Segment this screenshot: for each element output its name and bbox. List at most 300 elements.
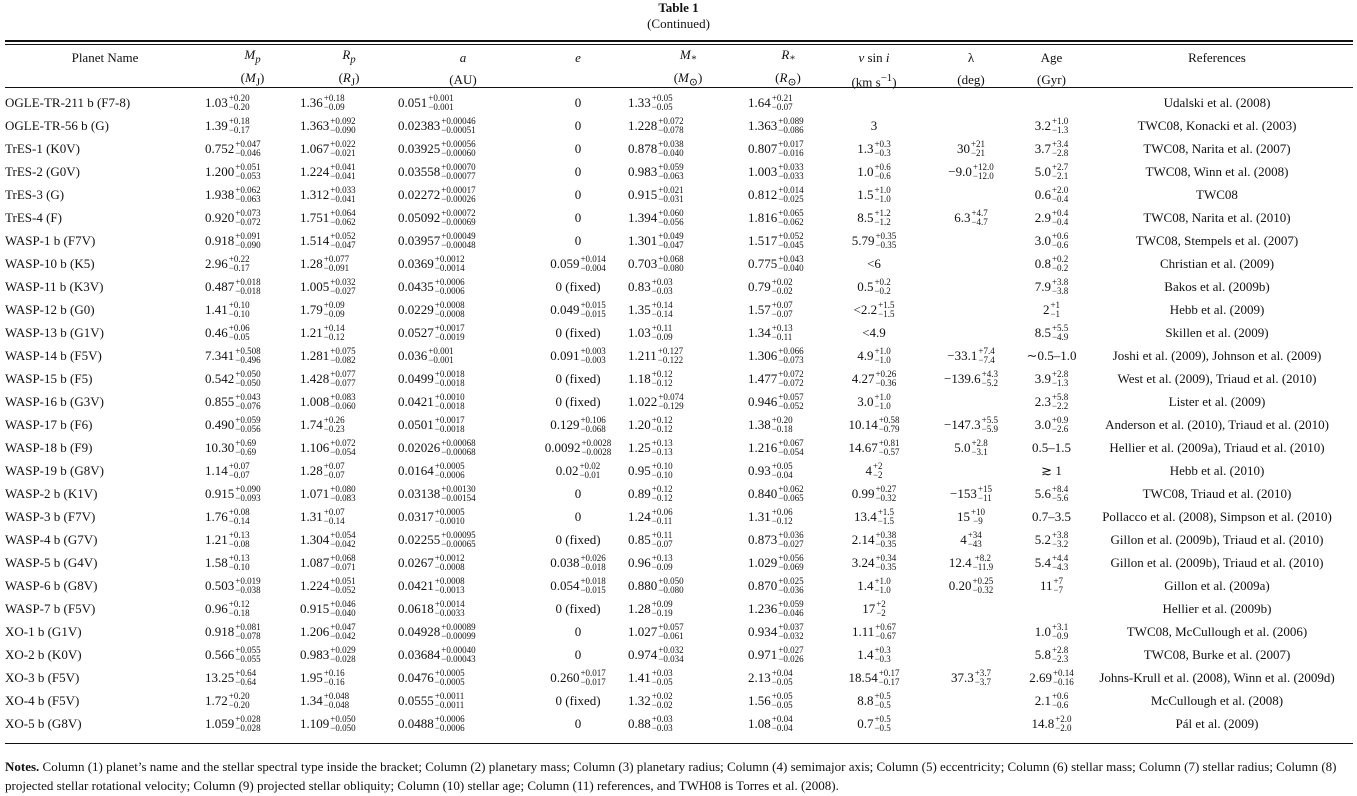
reference-cell: TWC08, Winn et al. (2008) <box>1145 163 1289 179</box>
v-cell <box>828 712 920 735</box>
ms-value: 1.20 <box>628 416 651 432</box>
l-value: −33.1 <box>947 347 978 363</box>
l-error <box>972 577 993 595</box>
v-cell <box>828 229 920 252</box>
rp-error-plus: +0.048 <box>323 690 350 701</box>
reference-cell: West et al. (2009), Triaud et al. (2010) <box>1117 370 1317 386</box>
v-error-plus: +0.5 <box>874 713 891 724</box>
col-header-vsini: v sin i <box>858 49 890 65</box>
table-row <box>5 275 1353 298</box>
age-value: 7.9 <box>1034 278 1051 294</box>
age-error-plus: +1 <box>1050 299 1061 310</box>
l-cell <box>920 114 1022 137</box>
rs-error-plus: +0.057 <box>778 391 804 402</box>
age-error <box>1052 255 1068 273</box>
l-error-plus: +8.2 <box>974 552 992 563</box>
ms-error <box>652 324 673 342</box>
mp-error-plus: +0.12 <box>228 598 250 609</box>
a-error <box>441 485 475 503</box>
v-error <box>879 669 900 687</box>
reference-cell: Joshi et al. (2009), Johnson et al. (2009) <box>1112 347 1322 363</box>
age-error-minus: −1 <box>1050 308 1061 319</box>
age-value: 3.0 <box>1034 232 1051 248</box>
rp-error-plus: +0.077 <box>323 253 350 264</box>
v-error-plus: +0.6 <box>874 161 891 172</box>
v-error-plus: +0.35 <box>875 230 897 241</box>
l-cell <box>920 321 1022 344</box>
rs-cell <box>748 160 828 183</box>
v-error-plus: +0.27 <box>875 483 897 494</box>
ms-cell <box>628 160 748 183</box>
l-cell <box>920 666 1022 689</box>
table-row <box>5 574 1353 597</box>
age-value: 5.4 <box>1034 554 1051 570</box>
v-value: 1.11 <box>851 623 875 639</box>
a-error-minus: −0.0006 <box>434 722 465 733</box>
age-error-plus: +0.2 <box>1051 253 1069 264</box>
a-cell <box>398 551 528 574</box>
planet-name-cell: WASP-2 b (K1V) <box>5 485 98 501</box>
a-value: 0.0501 <box>398 416 434 432</box>
rp-value: 1.28 <box>300 462 323 478</box>
mp-value: 1.58 <box>205 554 228 570</box>
rs-error <box>778 255 803 273</box>
rp-error-plus: +0.064 <box>330 207 356 218</box>
mp-error-plus: +0.20 <box>228 92 250 103</box>
v-error-plus: +0.81 <box>878 437 900 448</box>
rs-error-minus: −0.036 <box>778 584 804 595</box>
age-value: 2.9 <box>1034 209 1051 225</box>
a-error <box>441 439 475 457</box>
table-row <box>5 551 1353 574</box>
rp-value: 0.983 <box>300 646 330 662</box>
v-cell <box>828 298 920 321</box>
ms-value: 1.41 <box>628 669 651 685</box>
v-error-plus: +2 <box>872 460 883 471</box>
table-row <box>5 298 1353 321</box>
age-error-minus: −0.4 <box>1051 216 1069 227</box>
mp-error-plus: +0.07 <box>228 460 250 471</box>
mp-error <box>229 692 250 710</box>
ms-error-minus: −0.061 <box>658 630 684 641</box>
ms-error-minus: −0.12 <box>651 423 673 434</box>
a-error-plus: +0.0008 <box>434 575 465 586</box>
col-unit-refs <box>1081 69 1353 92</box>
rp-error-minus: −0.048 <box>323 699 350 710</box>
rs-error <box>778 485 803 503</box>
mp-cell <box>205 252 300 275</box>
rp-error-plus: +0.077 <box>330 368 356 379</box>
reference-cell: TWC08 <box>1196 186 1238 202</box>
mp-cell <box>205 689 300 712</box>
mp-error-plus: +0.050 <box>235 368 261 379</box>
rp-error-plus: +0.26 <box>323 414 345 425</box>
ms-error <box>652 715 673 733</box>
mp-error-minus: −0.056 <box>235 423 261 434</box>
rs-value: 1.31 <box>748 508 771 524</box>
a-error-plus: +0.00068 <box>441 437 476 448</box>
mp-cell <box>205 344 300 367</box>
rs-value: 1.306 <box>748 347 778 363</box>
age-value: 3.7 <box>1034 140 1051 156</box>
rs-cell <box>748 551 828 574</box>
a-error-plus: +0.0006 <box>434 713 465 724</box>
planet-table <box>5 46 1353 735</box>
reference-cell: Hellier et al. (2009b) <box>1162 600 1272 616</box>
rp-error <box>330 485 355 503</box>
rs-cell <box>748 574 828 597</box>
v-value: 3 <box>870 118 878 134</box>
mp-value: 7.341 <box>205 347 235 363</box>
v-error-plus: +1.0 <box>874 184 891 195</box>
ms-value: 1.33 <box>628 94 651 110</box>
a-value: 0.0421 <box>398 393 434 409</box>
e-value: 0 <box>574 118 582 134</box>
e-value: 0 (fixed) <box>555 371 601 387</box>
col-header-mp: $M_p$ <box>244 47 261 66</box>
a-error <box>441 646 475 664</box>
ms-cell <box>628 321 748 344</box>
rp-value: 1.224 <box>300 163 330 179</box>
l-error <box>971 140 985 158</box>
table-row <box>5 413 1353 436</box>
ms-error-plus: +0.049 <box>658 230 684 241</box>
mp-error <box>229 508 250 526</box>
rs-error-plus: +0.07 <box>771 299 793 310</box>
planet-name-cell: WASP-15 b (F5) <box>5 370 93 386</box>
table-header <box>5 46 1353 91</box>
rp-error <box>324 94 345 112</box>
reference-cell: Hebb et al. (2010) <box>1169 462 1265 478</box>
rs-value: 2.13 <box>748 669 771 685</box>
v-value: 0.7 <box>857 715 874 731</box>
rs-cell <box>748 712 828 735</box>
rs-error-minus: −0.07 <box>771 101 793 112</box>
rs-error <box>778 393 803 411</box>
ms-error <box>658 186 683 204</box>
rp-error-plus: +0.041 <box>330 161 356 172</box>
a-cell <box>398 183 528 206</box>
e-value: 0 <box>574 509 582 525</box>
col-header-ms: $M_*$ <box>679 47 697 66</box>
planet-name-cell: WASP-4 b (G7V) <box>5 531 98 547</box>
rp-value: 1.106 <box>300 439 330 455</box>
mp-cell <box>205 459 300 482</box>
rp-error-plus: +0.051 <box>330 575 356 586</box>
rs-error <box>778 186 803 204</box>
age-error <box>1052 324 1068 342</box>
v-error-plus: +1.0 <box>874 575 891 586</box>
col-unit-lambda: (deg) <box>957 72 985 88</box>
mp-cell <box>205 298 300 321</box>
mp-error-minus: −0.18 <box>228 607 250 618</box>
l-cell <box>920 344 1022 367</box>
rs-error-plus: +0.052 <box>778 230 804 241</box>
age-cell <box>1022 114 1081 137</box>
rs-error-minus: −0.072 <box>778 377 804 388</box>
v-error-minus: −1.2 <box>874 216 891 227</box>
e-error-minus: −0.003 <box>580 354 606 365</box>
rp-cell <box>300 459 398 482</box>
ms-error <box>652 416 673 434</box>
rs-error <box>772 94 793 112</box>
e-error-minus: −0.015 <box>580 584 606 595</box>
ms-error-plus: +0.13 <box>651 437 673 448</box>
v-value: 4 <box>865 462 872 478</box>
mp-value: 1.39 <box>205 117 228 133</box>
rs-value: 0.775 <box>748 255 778 271</box>
v-error-plus: +0.38 <box>875 529 897 540</box>
rp-error <box>330 531 355 549</box>
rp-error <box>330 140 355 158</box>
mp-error-minus: −0.10 <box>228 308 250 319</box>
planet-name-cell: WASP-19 b (G8V) <box>5 462 104 478</box>
l-error-plus: +15 <box>977 483 992 494</box>
rs-error <box>778 232 803 250</box>
age-error-minus: −4.9 <box>1051 331 1069 342</box>
table-row <box>5 160 1353 183</box>
l-error-plus: +5.5 <box>981 414 998 425</box>
a-error <box>435 393 465 411</box>
e-error-minus: −0.018 <box>580 561 606 572</box>
ms-error <box>652 462 673 480</box>
rs-value: 1.56 <box>748 692 771 708</box>
rp-cell <box>300 160 398 183</box>
v-cell <box>828 390 920 413</box>
rp-error <box>330 347 355 365</box>
a-value: 0.03138 <box>398 485 441 501</box>
rp-value: 1.087 <box>300 554 330 570</box>
rp-error-plus: +0.07 <box>323 506 345 517</box>
table-row <box>5 482 1353 505</box>
reference-cell: TWC08, Burke et al. (2007) <box>1143 646 1291 662</box>
mp-cell <box>205 229 300 252</box>
l-error-plus: +21 <box>970 138 986 149</box>
ms-error-minus: −0.080 <box>658 584 684 595</box>
age-cell <box>1022 689 1081 712</box>
rs-value: 0.807 <box>748 140 778 156</box>
a-value: 0.0164 <box>398 462 434 478</box>
mp-value: 1.14 <box>205 462 228 478</box>
reference-cell: Hebb et al. (2009) <box>1169 301 1265 317</box>
e-error-minus: −0.0028 <box>581 446 612 457</box>
rs-error <box>778 600 803 618</box>
reference-cell: Udalski et al. (2008) <box>1163 94 1271 110</box>
rp-cell <box>300 620 398 643</box>
mp-cell <box>205 482 300 505</box>
rp-error-minus: −0.052 <box>330 584 356 595</box>
v-cell <box>828 482 920 505</box>
e-value: 0.260 <box>550 669 580 685</box>
age-cell <box>1022 229 1081 252</box>
v-value: 3.0 <box>857 393 874 409</box>
ms-error-minus: −0.09 <box>651 561 673 572</box>
age-cell <box>1022 459 1081 482</box>
mp-cell <box>205 160 300 183</box>
rp-value: 1.067 <box>300 140 330 156</box>
mp-cell <box>205 413 300 436</box>
l-error-minus: −43 <box>967 538 982 549</box>
rs-error-plus: +0.072 <box>778 368 804 379</box>
a-cell <box>398 390 528 413</box>
rs-value: 1.816 <box>748 209 778 225</box>
age-error-plus: +4.4 <box>1051 552 1069 563</box>
rp-error-minus: −0.16 <box>323 676 345 687</box>
rp-cell <box>300 712 398 735</box>
e-value: 0.129 <box>550 416 580 432</box>
e-cell <box>528 321 628 344</box>
rp-error-minus: −0.071 <box>330 561 356 572</box>
a-cell <box>398 114 528 137</box>
mp-error-plus: +0.090 <box>235 483 261 494</box>
planet-name-cell: OGLE-TR-211 b (F7-8) <box>5 94 131 110</box>
rp-error-plus: +0.054 <box>330 529 356 540</box>
a-value: 0.03957 <box>398 232 441 248</box>
e-cell <box>528 206 628 229</box>
rp-error <box>324 255 349 273</box>
rp-value: 1.514 <box>300 232 330 248</box>
age-value: 2.1 <box>1034 692 1051 708</box>
rp-cell <box>300 367 398 390</box>
ms-error <box>658 140 683 158</box>
mp-cell <box>205 597 300 620</box>
ms-error-plus: +0.03 <box>651 667 673 678</box>
e-value: 0 (fixed) <box>555 325 601 341</box>
rs-value: 0.812 <box>748 186 778 202</box>
mp-value: 1.938 <box>205 186 235 202</box>
rp-error-plus: +0.046 <box>330 598 356 609</box>
rp-error-minus: −0.091 <box>323 262 350 273</box>
ms-error-plus: +0.06 <box>651 506 673 517</box>
e-error <box>580 255 605 273</box>
age-error <box>1052 186 1068 204</box>
v-cell <box>828 252 920 275</box>
rp-error <box>324 301 345 319</box>
mp-error-minus: −0.093 <box>235 492 261 503</box>
v-cell <box>828 459 920 482</box>
v-error <box>876 600 886 618</box>
rs-value: 0.946 <box>748 393 778 409</box>
reference-cell: TWC08, Stempels et al. (2007) <box>1135 232 1299 248</box>
planet-name-cell: XO-4 b (F5V) <box>5 692 80 708</box>
mp-error-minus: −0.08 <box>228 538 250 549</box>
l-cell <box>920 252 1022 275</box>
rs-error-minus: −0.045 <box>778 239 804 250</box>
ms-error-minus: −0.078 <box>658 124 684 135</box>
age-cell <box>1022 436 1081 459</box>
l-error-plus: +3.7 <box>974 667 992 678</box>
age-cell <box>1022 298 1081 321</box>
a-cell <box>398 712 528 735</box>
mp-error-plus: +0.047 <box>235 138 261 149</box>
a-error-minus: −0.001 <box>428 101 454 112</box>
age-error <box>1052 692 1068 710</box>
e-value: 0 <box>574 716 582 732</box>
ms-value: 1.394 <box>628 209 658 225</box>
mp-error-minus: −0.078 <box>235 630 261 641</box>
age-cell <box>1022 344 1081 367</box>
ms-error <box>658 232 683 250</box>
l-error <box>971 209 987 227</box>
rs-error-minus: −0.04 <box>771 722 793 733</box>
e-value: 0.0092 <box>544 439 581 455</box>
v-error-minus: −1.0 <box>874 584 891 595</box>
age-error <box>1052 370 1068 388</box>
ms-error-plus: +0.059 <box>658 161 684 172</box>
ms-error <box>652 301 673 319</box>
l-error <box>978 347 994 365</box>
age-value: 0.6 <box>1034 186 1051 202</box>
ms-cell <box>628 712 748 735</box>
l-cell <box>920 505 1022 528</box>
mp-cell <box>205 137 300 160</box>
a-error-minus: −0.0008 <box>434 561 465 572</box>
a-value: 0.0369 <box>398 255 434 271</box>
a-error-minus: −0.0014 <box>434 262 465 273</box>
rs-error-plus: +0.04 <box>771 667 793 678</box>
rs-error <box>772 462 793 480</box>
l-error-plus: +12.0 <box>972 161 994 172</box>
v-cell <box>828 620 920 643</box>
a-cell <box>398 275 528 298</box>
mp-error-minus: −0.072 <box>235 216 261 227</box>
rs-error-plus: +0.02 <box>771 276 793 287</box>
age-error-plus: +3.1 <box>1051 621 1069 632</box>
mp-cell <box>205 666 300 689</box>
table-row <box>5 528 1353 551</box>
planet-name-cell: XO-2 b (K0V) <box>5 646 82 662</box>
a-error-minus: −0.00043 <box>441 653 476 664</box>
a-error <box>441 140 475 158</box>
mp-value: 0.490 <box>205 416 235 432</box>
v-cell <box>828 114 920 137</box>
rs-error-plus: +0.037 <box>778 621 804 632</box>
col-unit-rs: $(R_⊙)$ <box>775 69 801 89</box>
rp-error-plus: +0.029 <box>330 644 356 655</box>
table-row <box>5 229 1353 252</box>
ms-error <box>658 577 683 595</box>
rp-value: 1.005 <box>300 278 330 294</box>
mp-cell <box>205 528 300 551</box>
rs-error-minus: −0.033 <box>778 170 804 181</box>
a-error-plus: +0.0005 <box>434 506 465 517</box>
rs-value: 1.57 <box>748 301 771 317</box>
a-error-plus: +0.00070 <box>441 161 476 172</box>
ms-cell <box>628 183 748 206</box>
table-row <box>5 183 1353 206</box>
l-cell <box>920 689 1022 712</box>
ms-cell <box>628 298 748 321</box>
mp-value: 0.46 <box>205 324 228 340</box>
ms-error-plus: +0.14 <box>651 299 673 310</box>
v-cell <box>828 160 920 183</box>
rp-error <box>324 669 345 687</box>
mp-cell <box>205 551 300 574</box>
rs-error-minus: −0.069 <box>778 561 804 572</box>
rs-value: 0.79 <box>748 278 771 294</box>
age-error-plus: +3.8 <box>1051 529 1069 540</box>
planet-name-cell: TrES-2 (G0V) <box>5 163 80 179</box>
rp-value: 1.428 <box>300 370 330 386</box>
a-error-minus: −0.0006 <box>434 469 465 480</box>
rs-error-plus: +0.04 <box>771 713 793 724</box>
rs-error-plus: +0.062 <box>778 483 804 494</box>
rp-error <box>324 508 345 526</box>
a-error <box>435 554 465 572</box>
ms-cell <box>628 413 748 436</box>
mp-value: 10.30 <box>205 439 235 455</box>
rs-error-minus: −0.18 <box>771 423 793 434</box>
